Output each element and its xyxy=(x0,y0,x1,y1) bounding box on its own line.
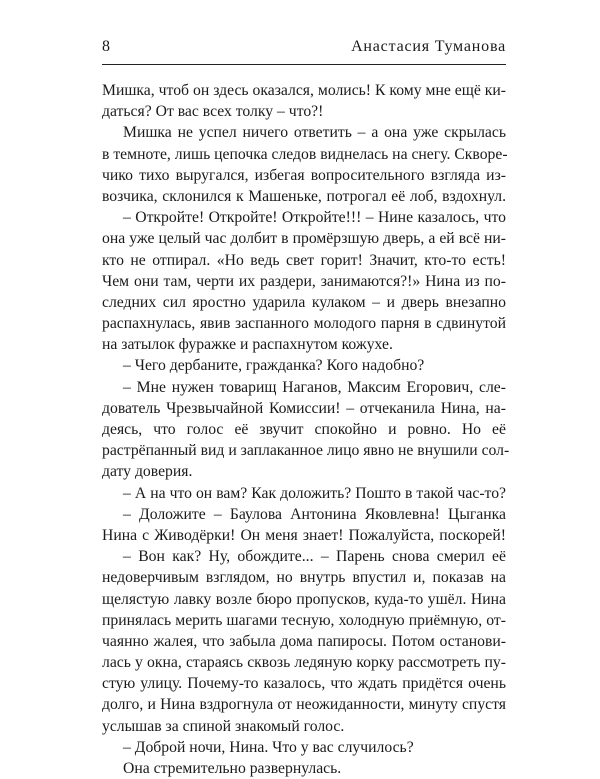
text-line: – Чего дербаните, гражданка? Кого надобно? xyxy=(123,357,425,375)
text-line: долго, и Нина вздрогнула от неожиданности, минуту спустя xyxy=(102,696,506,714)
text-line: – Мне нужен товарищ Наганов, Максим Егорович, сле- xyxy=(123,378,506,396)
text-line: дату доверия. xyxy=(102,463,193,481)
text-line: – Откройте! Откройте! Откройте!!! – Нине казалось, что xyxy=(123,209,506,227)
text-line: в темноте, лишь цепочка следов виднелась на снегу. Скворе- xyxy=(102,145,508,163)
text-line: возчика, склонился к Машеньке, потрогал её лоб, вздохнул. xyxy=(102,187,506,205)
text-line: принялась мерить шагами тесную, холодную приёмную, от- xyxy=(102,611,506,629)
text-line: чаянно жалея, что забыла дома папиросы. Потом останови- xyxy=(102,632,506,650)
text-line: Мишка, чтоб он здесь оказался, молись! К кому мне ещё ки- xyxy=(102,82,506,99)
text-line: Чем они там, черти их раздери, занимаются?!» Нина из по- xyxy=(102,272,506,290)
text-line: Она стремительно развернулась. xyxy=(123,760,342,777)
text-line: – Вон как? Ну, обождите... – Парень снова смерил её xyxy=(123,548,506,566)
text-line: – Доложите – Баулова Антонина Яковлевна! Цыганка xyxy=(123,505,506,523)
text-line: она уже целый час долбит в промёрзшую дверь, а ей всё ни- xyxy=(102,230,506,248)
page-number: 8 xyxy=(102,38,111,55)
text-line: щелястую лавку возле бюро пропусков, куда-то ушёл. Нина xyxy=(102,590,506,608)
text-line: – А на что он вам? Как доложить? Пошто в такой час-то? xyxy=(123,484,506,502)
text-line: следних сил яростно ударила кулаком – и дверь внезапно xyxy=(102,293,506,311)
text-line: дователь Чрезвычайной Комиссии! – отчеканила Нина, на- xyxy=(102,399,506,417)
text-line: даться? От вас всех толку – что?! xyxy=(102,103,324,121)
text-line: Мишка не успел ничего ответить – а она уже скрылась xyxy=(123,124,506,142)
text-line: услышав за спиной знакомый голос. xyxy=(102,717,345,735)
text-line: чико тихо выругался, избегая вопросительного взгляда из- xyxy=(102,166,506,184)
running-title: Анастасия Туманова xyxy=(351,38,506,55)
text-line: на затылок фуражке и распахнутом кожухе. xyxy=(102,336,393,354)
text-line: растрёпанный вид и заплаканное лицо явно не внушили сол- xyxy=(102,442,510,460)
text-line: стую улицу. Почему-то казалось, что ждать придётся очень xyxy=(102,675,506,693)
text-line: – Доброй ночи, Нина. Что у вас случилось? xyxy=(123,738,414,756)
body-text xyxy=(102,80,510,779)
text-line: кто не отпирал. «Но ведь свет горит! Значит, кто-то есть! xyxy=(102,251,506,269)
text-line: недоверчивым взглядом, но внутрь впустил и, показав на xyxy=(102,569,506,587)
page-header xyxy=(102,38,506,65)
text-line: распахнулась, явив заспанного молодого парня в сдвинутой xyxy=(102,315,506,333)
text-line: лась у окна, стараясь сквозь ледяную корку рассмотреть пу- xyxy=(102,654,506,672)
text-line: Нина с Живодёрки! Он меня знает! Пожалуйста, поскорей! xyxy=(102,526,506,544)
text-line: деясь, что голос её звучит спокойно и ровно. Но её xyxy=(102,421,506,438)
